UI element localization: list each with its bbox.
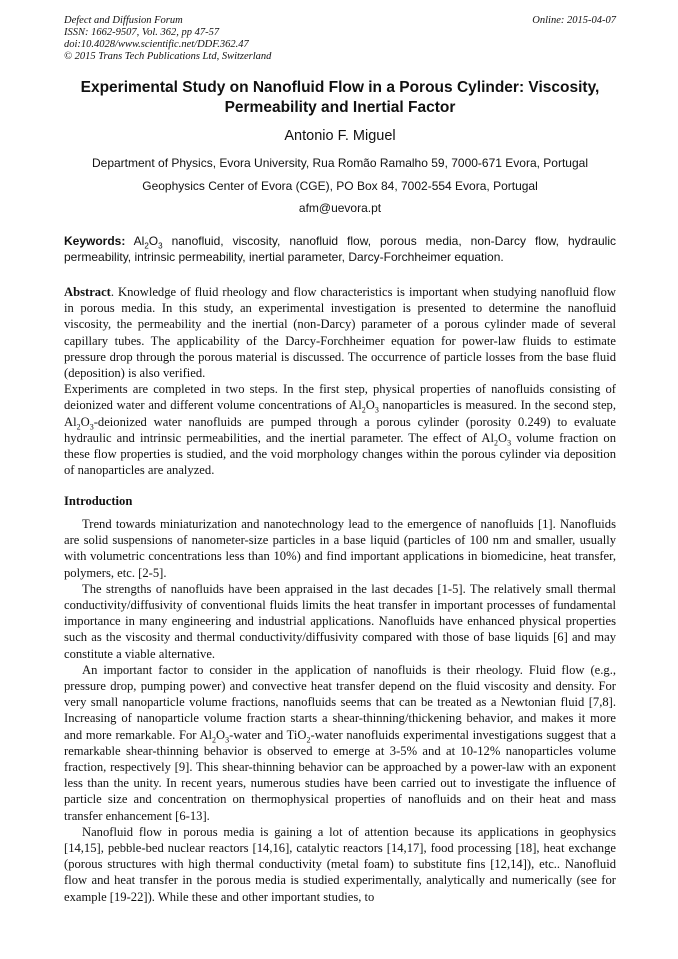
abstract-paragraph-1: Abstract. Knowledge of fluid rheology and flow characteristics is important when studying nanofluid flow in porous media. In this study, an experimental investigation is presented to determine the nanofluid viscosity, the permeability and the inertial (non-Darcy) parameter of a porous cylinder made of several capillary tubes. The applicability of the Darcy-Forchheimer equation for power-law fluids to estimate pressure drop through the porous material is discussed. The occurrence of particle losses from the base fluid (deposition) is also verified. <box>64 285 616 381</box>
doi-line[interactable]: doi:10.4028/www.scientific.net/DDF.362.47 <box>64 39 249 50</box>
journal-name: Defect and Diffusion Forum <box>64 15 183 26</box>
journal-header <box>64 15 616 63</box>
keywords-label: Keywords: <box>64 234 126 248</box>
keywords-list: nanofluid, viscosity, nanofluid flow, porous media, non-Darcy flow, hydraulic permeability, intrinsic permeability, inertial parameter, Darcy-Forchheimer equation. <box>64 234 616 264</box>
abstract-label: Abstract <box>64 285 111 299</box>
copyright-line: © 2015 Trans Tech Publications Ltd, Switzerland <box>64 51 272 62</box>
online-date: Online: 2015-04-07 <box>532 15 616 26</box>
introduction-heading: Introduction <box>64 494 133 508</box>
intro-paragraph-1: Trend towards miniaturization and nanotechnology lead to the emergence of nanofluids [1]. Nanofluids are solid suspensions of nanometer-size particles in a base liquid (particles of 100 nm and smaller, usually with volumetric concentrations less than 10%) and find important applications in biomedicine, heat transfer, polymers, etc. [2-5]. <box>64 517 616 580</box>
intro-paragraph-4: Nanofluid flow in porous media is gaining a lot of attention because its applications in geophysics [14,15], pebble-bed nuclear reactors [14,16], catalytic reactors [14,17], food processing [18], heat exchange (porous structures with high thermal conductivity (metal foam) to substitute fins [12,14]), etc.. Nanofluid flow and heat transfer in the porous media is studied experimentally, analytically and numerically (see for example [19-22]). While these and other important studies, to <box>64 824 616 904</box>
abstract-paragraph-2: Experiments are completed in two steps. In the first step, physical properties of nanofluids consisting of deionized water and different volume concentrations of $Al_2O_3$ nanoparticles is measured. In the second step, $Al_2O_3$-deionized water nanofluids are pumped through a porous cylinder (porosity 0.249) to evaluate hydraulic and intrinsic permeabilities, and the inertial parameter. The effect of $Al_2O_3$ volume fraction on these flow properties is studied, and the void morphology changes within the porous cylinder via deposition of nanoparticles are analyzed. <box>64 382 616 478</box>
keywords-section: Keywords: $Al_2O_3$ nanofluid, viscosity, nanofluid flow, porous media, non-Darcy flow, hydraulic permeability, intrinsic permeability, inertial parameter, Darcy-Forchheimer equation. <box>64 234 616 264</box>
title-line-2: Permeability and Inertial Factor <box>224 99 456 116</box>
author-email[interactable]: afm@uevora.pt <box>298 201 382 215</box>
intro-paragraph-3: An important factor to consider in the application of nanofluids is their rheology. Fluid flow (e.g., pressure drop, pumping power) and convective heat transfer depend on the fluid viscosity and density. For very small nanoparticle volume fractions, nanofluids seems that can be treated as a Newtonian fluid [7,8]. Increasing of nanoparticle volume fraction starts a shear-thinning/thickening behavior, and makes it more and more remarkable. For $Al_2O_3$-water and TiO$_2$-water nanofluids experimental investigations suggest that a remarkable shear-thinning behavior is observed to emerge at 3-5% and at 10-12% nanoparticles volume fraction, respectively [9]. This shear-thinning behavior can be approached by a power-law with an exponent less than the unity. In recent years, numerous studies have been carried out to investigate the influence of particle size and concentration on thermophysical properties of nanofluids and on their heat and mass transfer enhancement [6-13]. <box>64 662 616 823</box>
paper-title <box>64 78 616 118</box>
issn-line: ISSN: 1662-9507, Vol. 362, pp 47-57 <box>64 27 220 38</box>
title-line-1: Experimental Study on Nanofluid Flow in a Porous Cylinder: Viscosity, <box>80 79 600 96</box>
introduction-body <box>64 516 616 905</box>
author-name: Antonio F. Miguel <box>284 128 396 144</box>
abstract-section <box>64 284 616 478</box>
affiliation-2: Geophysics Center of Evora (CGE), PO Box 84, 7002-554 Evora, Portugal <box>142 179 538 193</box>
affiliation-1: Department of Physics, Evora University, Rua Romão Ramalho 59, 7000-671 Evora, Portugal <box>91 156 588 170</box>
intro-paragraph-2: The strengths of nanofluids have been appraised in the last decades [1-5]. The relatively small thermal conductivity/diffusivity of conventional fluids limits the heat transfer in important processes of fundamental importance in many engineering and industrial applications. Nanofluids have enhanced physical properties such as the viscosity and thermal conductivity/diffusivity compared with those of base liquids [6] and may constitute a viable alternative. <box>64 581 616 661</box>
